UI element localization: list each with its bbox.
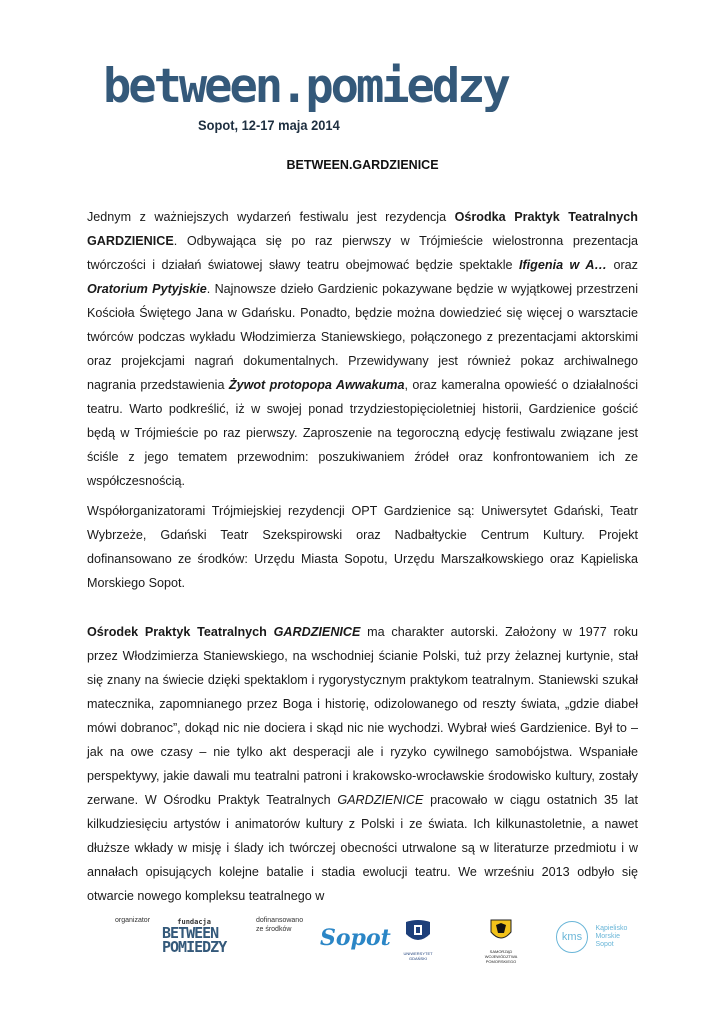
document-title: BETWEEN.GARDZIENICE [286, 158, 439, 172]
sopot-logo: Sopot [320, 925, 391, 951]
text-run: Żywot protopopa Awwakuma [228, 378, 405, 392]
text-run: Jednym z ważniejszych wydarzeń festiwalu jest rezydencja [87, 210, 455, 224]
funding-label [256, 916, 303, 934]
kms-logo [556, 921, 627, 953]
between-logo-line2: POMIEDZY [162, 938, 227, 956]
university-gdansk-logo [398, 918, 438, 961]
text-run: GARDZIENICE [273, 625, 361, 639]
logo-subtitle: Sopot, 12-17 maja 2014 [198, 117, 340, 133]
text-run: GARDZIENICE [337, 793, 424, 807]
pomorskie-caption-2: WOJEWÓDZTWA POMORSKIEGO [484, 954, 518, 964]
kms-line3: Sopot [595, 941, 614, 948]
text-run: pracowało w ciągu ostatnich 35 lat kilkudziesięciu artystów i animatorów kultury z Polski i ze świata. Ich kilkunastoletnie, a nawet dłuższe wkłady w misję i ślady ich twórczej obecności utrwalone są w literaturze przedmiotu i w annałach opisujących kolejne batalie i stadia ewolucji teatru. We wrześniu 2013 odbyło się otwarcie nowego kompleksu teatralnego w [87, 793, 638, 903]
pomorskie-crest-icon [488, 918, 514, 944]
text-run: . Najnowsze dzieło Gardzienic pokazywane będzie w wyjątkowej przestrzeni Kościoła Świętego Jana w Gdańsku. Ponadto, będzie można dowiedzieć się więcej o warsztacie twórców podczas wykładu Włodzimierza Staniewskiego, połączonego z prezentacjami aktorskimi oraz projekcjami nagrań dokumentalnych. Przewidywany jest również pokaz archiwalnego nagrania przedstawienia [87, 282, 638, 392]
between-foundation-logo [162, 918, 226, 954]
funding-label-line1: dofinansowano [256, 917, 304, 924]
kms-line1: Kąpielisko [595, 925, 628, 932]
text-run: Oratorium Pytyjskie [87, 282, 207, 296]
paragraph-history [87, 620, 638, 908]
logo-wordmark: between.pomiedzy [103, 59, 508, 114]
university-emblem-icon [403, 918, 433, 946]
pomorskie-caption-1: SAMORZĄD [489, 949, 513, 954]
text-run: Ośrodek Praktyk Teatralnych [87, 625, 274, 639]
organizer-label: organizator [115, 917, 151, 924]
paragraph-coorganizers: Współorganizatorami Trójmiejskiej rezydencji OPT Gardzienice są: Uniwersytet Gdański, Teatr Wybrzeże, Gdański Teatr Szekspirowski oraz Nadbałtyckie Centrum Kultury. Projekt dofinansowano ze środków: Urzędu Miasta Sopotu, Urzędu Marszałkowskiego oraz Kąpieliska Morskiego Sopot. [87, 504, 638, 590]
paragraph-intro [87, 205, 638, 493]
kms-line2: Morskie [595, 933, 620, 940]
text-run: Ifigenia w A… [518, 258, 608, 272]
text-run: , oraz kameralna opowieść o działalności teatru. Warto podkreślić, iż w swojej ponad trzydziestopięcioletniej historii, Gardzienice gościć będą w Trójmieście po raz pierwszy. Zaproszenie na tegoroczną edycję festiwalu związane jest ściśle z jego tematem przewodnim: poszukiwaniem źródeł oraz konfrontowaniem ich ze współczesnością. [87, 378, 638, 488]
text-run: . Odbywająca się po raz pierwszy w Trójmieście wielostronna prezentacja twórczości i działań światowej sławy teatru obejmować będzie spektakle [87, 234, 638, 272]
kms-text [595, 925, 627, 949]
pomorskie-logo [470, 918, 532, 964]
text-run: ma charakter autorski. Założony w 1977 roku przez Włodzimierza Staniewskiego, na wschodniej ścianie Polski, tuż przy żelaznej kurtynie, stał się znany na świecie dzięki spektaklom i rygorystycznym praktykom teatralnym. Staniewski szukał matecznika, zapomnianego przez Boga i historię, odizolowanego od reszty świata, „gdzie diabeł mówi dobranoc”, dokąd nic nie dociera i skąd nic nie wychodzi. Wybrał wieś Gardzienice. Był to – jak na owe czasy – nie tylko akt desperacji ale i ryzyko cywilnego samobójstwa. Wspaniałe perspektywy, jakie dawali mu teatralni patroni i krakowsko-wrocławskie środowisko kultury, zostały zerwane. W Ośrodku Praktyk Teatralnych [87, 625, 639, 807]
between-logo-line1: BETWEEN [162, 924, 219, 942]
text-run: Ośrodka Praktyk Teatralnych GARDZIENICE [87, 210, 638, 248]
festival-logo [103, 58, 508, 133]
foundation-small-label: fundacja [177, 918, 211, 926]
kms-circle-mark: kms [556, 921, 588, 953]
funding-label-line2: ze środków [256, 926, 292, 933]
text-run: oraz [607, 258, 638, 272]
university-caption: UNIWERSYTET GDAŃSKI [403, 951, 433, 961]
